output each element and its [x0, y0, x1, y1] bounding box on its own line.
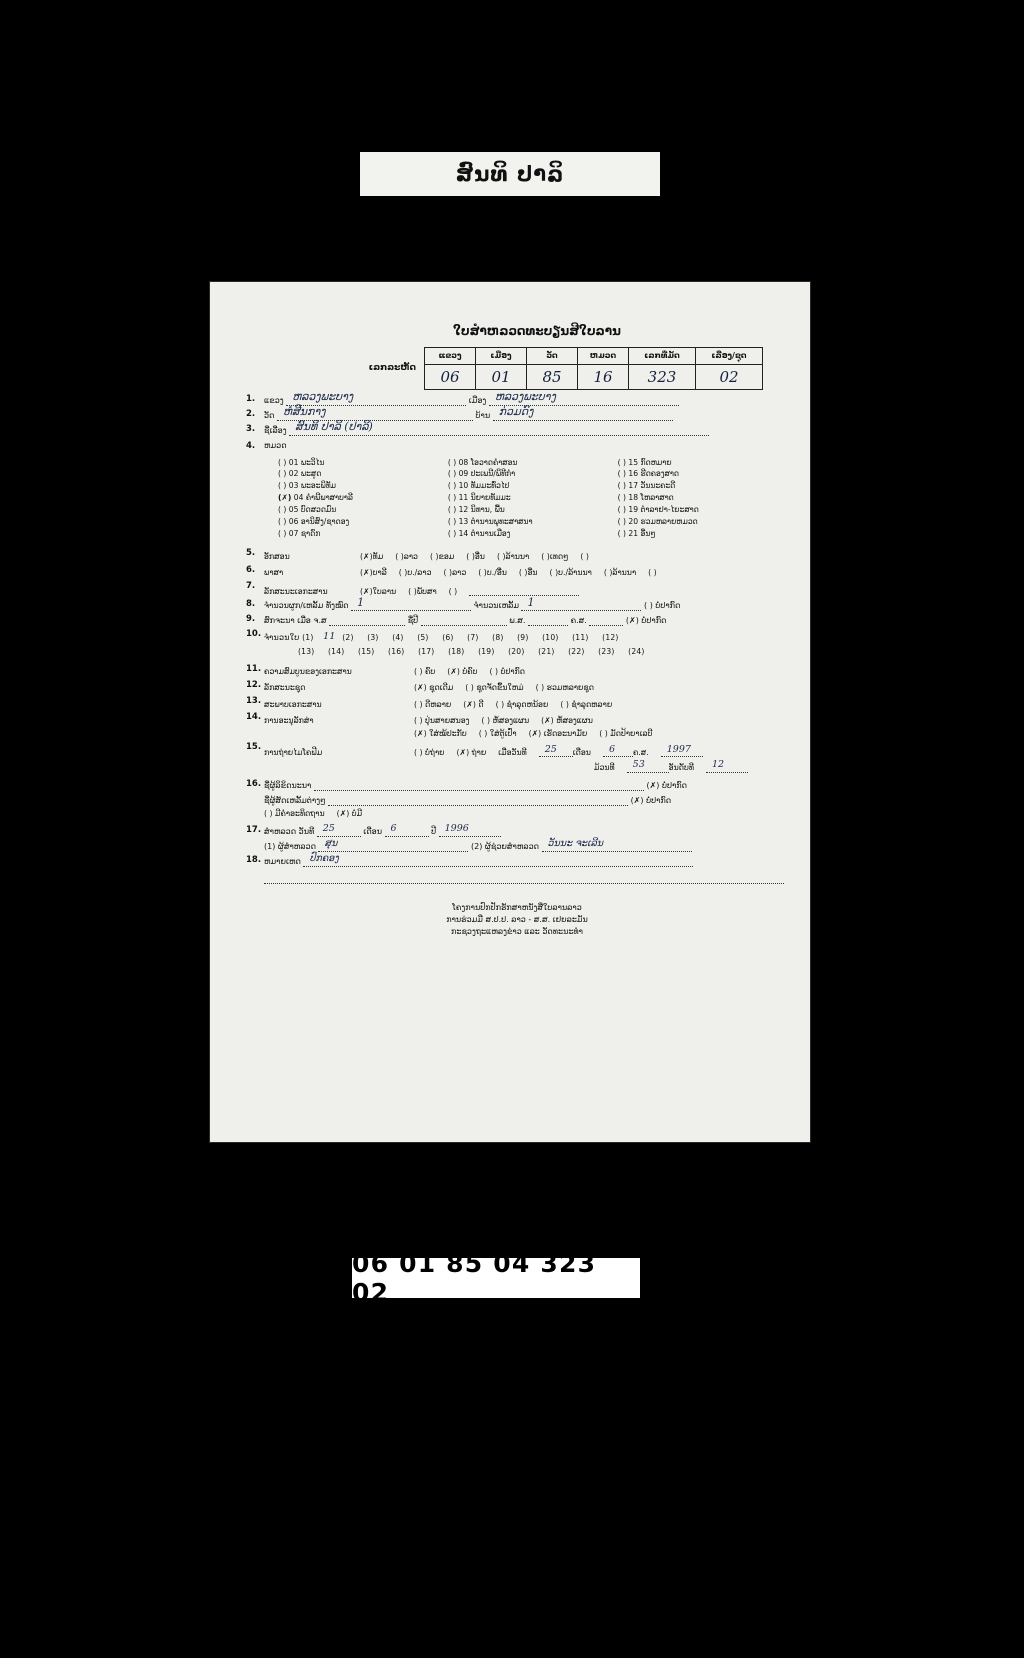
microfilm-roll: 53 [632, 759, 645, 771]
sponsor-label: ຊື່ຜູ້ສັດເຫລັ້ມຕ່າງໆ [264, 795, 326, 805]
survey-date-row [246, 822, 788, 852]
condition-option[interactable]: ( ) ຊຳລຸດຫລາຍ [560, 699, 613, 709]
microfilm-frame: 12 [711, 759, 725, 771]
code-table-row-label: ເລກລະຫັດ [368, 362, 416, 373]
microfilm-date-label: ເມື່ອວັນທີ [498, 747, 527, 757]
leaf-index[interactable]: (5) [417, 633, 429, 643]
condition-label: ສະພາບເອກະສານ [264, 699, 322, 709]
code-value: 06 [425, 365, 476, 390]
category-option[interactable]: ( ) 15 ກົດຫມາຍ [617, 457, 672, 467]
bundle-notfound-option[interactable]: ( ) ບໍ່ປາກົດ [644, 601, 681, 611]
field-number: 15. [246, 741, 262, 752]
field-number: 2. [246, 409, 256, 419]
field-number: 8. [246, 599, 256, 610]
script-option-selected[interactable]: (✗)ທັມ [360, 551, 384, 561]
survey-date-line [264, 822, 788, 837]
leaf-index[interactable]: (10) [542, 633, 559, 643]
language-option[interactable]: ( )ບ./ລາວ [398, 568, 432, 578]
set-type-option[interactable]: ( ) ຮວມຫລາຍຊຸດ [535, 683, 594, 693]
completeness-option-selected[interactable]: (✗) ບໍ່ຄົບ [447, 667, 478, 677]
footer-block [246, 902, 788, 939]
microfilm-frame-label: ອັນດັບທີ [668, 763, 694, 773]
field-number: 13. [246, 696, 262, 707]
field-number: 18. [246, 854, 262, 865]
category-option[interactable]: ( ) 21 ອື່ນໆ [617, 529, 656, 539]
conservation-line-1 [264, 716, 788, 726]
code-table [424, 347, 763, 390]
language-option-selected[interactable]: (✗)ບາລີ [360, 568, 387, 578]
leaf-index[interactable]: (2) [342, 633, 354, 643]
sponsor-notfound-option[interactable]: (✗) ບໍ່ປາກົດ [630, 795, 672, 805]
remarks-value: ປົກຄອງ [309, 852, 339, 864]
code-header: ວັດ [527, 348, 578, 365]
category-row [246, 441, 788, 541]
microfilm-month: 6 [608, 743, 615, 755]
code-header: ເລື່ອງ/ຊຸດ [696, 348, 763, 365]
language-option[interactable]: ( )ບ./ອື່ນ [478, 568, 507, 578]
leaf-index[interactable]: (21) [538, 647, 555, 657]
language-option[interactable]: ( )ບ./ລ້ານນາ [549, 568, 592, 578]
code-value: 16 [578, 365, 629, 390]
category-column-1 [278, 455, 448, 541]
leaf-index[interactable]: (7) [467, 633, 479, 643]
conservation-option-selected[interactable]: (✗) ເຮັດອະນາມັຍ [528, 729, 588, 739]
language-option[interactable]: ( )ອື່ນ [518, 568, 538, 578]
scribe-line-2 [264, 794, 788, 806]
field-number: 5. [246, 548, 256, 559]
field-number: 16. [246, 778, 262, 789]
microfilm-row [246, 742, 788, 773]
completeness-row [246, 664, 788, 677]
category-option[interactable]: ( ) 19 ຕຳລາຢາ-ໄຍະສາດ [617, 505, 699, 515]
conservation-label: ການອະນຸລັກສ່າ [264, 715, 314, 725]
leaf-index[interactable]: (9) [517, 633, 529, 643]
assistant-label: (2) ຜູ້ຊ່ວຍສຳຫລວດ [471, 841, 539, 851]
language-option-other[interactable]: ( ) [648, 568, 657, 578]
year-notfound-option[interactable]: (✗) ບໍ່ປາກົດ [625, 616, 667, 626]
leaf-index[interactable]: (18) [448, 647, 465, 657]
field-value-2: ກ່ວມດົງ [498, 405, 534, 419]
script-label: ອັກສອນ [264, 551, 290, 561]
year-ce-label: ຄ.ສ. [570, 616, 587, 626]
year-label: ສົກຈະນາ ເມື່ອ ຈ.ສ [264, 616, 327, 626]
bundle-count-value: 1 [357, 595, 365, 609]
leaf-index[interactable]: (4) [392, 633, 404, 643]
category-label: ຫມວດ [264, 441, 287, 450]
field-value: ຫລວງພະບາງ [292, 390, 354, 404]
doctype-option[interactable]: ( )ພັບສາ [408, 586, 437, 596]
category-option[interactable]: ( ) 10 ທັມມະທົ່ວໄປ [447, 481, 510, 491]
leaf-index[interactable]: (24) [628, 647, 645, 657]
category-option[interactable]: ( ) 11 ນິຍາຍທັມມະ [447, 493, 511, 503]
assistant-value: ວັນນະ ຈະເລີນ [547, 837, 604, 849]
microfilm-line-2 [264, 761, 788, 773]
leaf-index[interactable]: (14) [328, 647, 345, 657]
field-label: ຊື່ເລື່ອງ [264, 426, 287, 435]
leaf-index[interactable]: (23) [598, 647, 615, 657]
microfilm-year: 1997 [666, 743, 691, 755]
field-value: ຫໍສີນກາງ [282, 405, 326, 419]
wish-option-selected[interactable]: (✗) ບໍ່ມີ [336, 808, 363, 818]
category-option[interactable]: ( ) 01 ພະວິໄນ [278, 457, 325, 467]
category-option-selected[interactable]: (✗) 04 ຄຳພີພາສາບາລີ [278, 493, 353, 503]
language-label: ພາສາ [264, 568, 284, 578]
field-number: 12. [246, 679, 262, 690]
conservation-line-2 [264, 729, 788, 739]
leaf-index[interactable]: (1) [302, 633, 314, 643]
category-option[interactable]: ( ) 16 ຮີດຄອງສາດ [617, 469, 679, 479]
code-value: 01 [476, 365, 527, 390]
microfilm-option-selected[interactable]: (✗) ຖ່າຍ [456, 747, 487, 757]
category-option[interactable]: ( ) 18 ໂຫລາສາດ [617, 493, 674, 503]
footer-line-3: ກະຊວງຖະແຫລງຂ່າວ ແລະ ວັດທະນະທຳ [451, 927, 583, 937]
field-label: ແຂວງ [264, 396, 284, 405]
leaf-index[interactable]: (15) [358, 647, 375, 657]
top-title-label [360, 152, 660, 196]
language-row [246, 565, 788, 578]
code-value: 02 [696, 365, 763, 390]
leaf-index[interactable]: (11) [572, 633, 589, 643]
doctype-label: ລັກສະນະເອກະສານ [264, 586, 328, 596]
code-header: ເລກທີ່ມັດ [629, 348, 696, 365]
field-value: ສົນທິ ປາລິ (ປາລິ) [295, 420, 373, 434]
remarks-label: ຫມາຍເຫດ [264, 856, 301, 866]
leaf-count-line-2 [298, 647, 788, 656]
footer-line-2: ການຮ່ວມມື ສ.ປ.ປ. ລາວ - ສ.ສ. ເຢຍລະມັນ [446, 915, 588, 925]
code-header: ຫມວດ [578, 348, 629, 365]
microfilm-roll-label: ມ້ວນທີ [594, 763, 615, 773]
category-option[interactable]: ( ) 05 ບົດສວດມົນ [278, 505, 337, 515]
set-type-option-selected[interactable]: (✗) ຊຸດເດີມ [414, 683, 454, 693]
leaf-index[interactable]: (6) [442, 633, 454, 643]
set-type-label: ລັກສະນະຊຸດ [264, 683, 306, 693]
field-number: 10. [246, 629, 262, 640]
survey-day: 25 [322, 822, 335, 834]
scribe-label: ຊື່ຜູ້ລິຂິດນະນາ [264, 780, 312, 790]
surveyor-label: (1) ຜູ້ສຳຫລວດ [264, 841, 316, 851]
survey-date-label: ສຳຫລວດ ວັນທີ [264, 826, 315, 836]
field-number: 4. [246, 441, 256, 451]
field-value-2: ຫລວງພະບາງ [494, 390, 556, 404]
doctype-option-other[interactable]: ( ) [448, 586, 458, 596]
survey-form-page [210, 282, 810, 1142]
field-label: ວັດ [264, 411, 275, 420]
category-option[interactable]: ( ) 03 ພະອະພິທັມ [278, 481, 336, 491]
doctype-row [246, 581, 788, 597]
leaf-index[interactable]: (22) [568, 647, 585, 657]
year-name-label: ຊື່ປີ [407, 616, 419, 626]
leaf-index[interactable]: (16) [388, 647, 405, 657]
leaf-count-row [246, 629, 788, 656]
top-title-text: ສົນທິ ປາລິ [455, 162, 565, 186]
category-column-3 [618, 455, 788, 541]
script-option[interactable]: ( )ອື່ນ [466, 551, 485, 561]
language-option[interactable]: ( )ລາວ [443, 568, 467, 578]
category-option[interactable]: ( ) 08 ໂອວາດຄຳສອນ [447, 457, 518, 467]
page-title: ໃບສຳຫລວດທະບຽນສີໃບລານ [453, 324, 621, 338]
conservation-option[interactable]: ( ) ມັດປ້າຍາເລບີ [599, 729, 653, 739]
field-number: 11. [246, 663, 262, 674]
leaf-index[interactable]: (13) [298, 647, 315, 657]
code-value: 85 [527, 365, 578, 390]
category-option[interactable]: ( ) 02 ພະສູດ [278, 469, 322, 479]
remarks-row [246, 852, 788, 884]
leaf-count-label: ຈຳນວນໃບ [264, 633, 300, 643]
set-type-row [246, 680, 788, 693]
code-header: ແຂວງ [425, 348, 476, 365]
footer-line-1: ໂຄງການປົກປັກຮັກສາຫນັງສືໃບລານລາວ [452, 902, 582, 912]
year-be-label: ພ.ສ. [509, 616, 526, 626]
field-province-row [246, 390, 788, 406]
code-header: ເມືອງ [476, 348, 527, 365]
script-option-other[interactable]: ( ) [580, 551, 589, 561]
code-table-block [346, 347, 788, 390]
microfilm-month-label: ເດືອນ [572, 747, 591, 757]
scribe-row [246, 779, 788, 819]
script-option[interactable]: ( )ຂອມ [429, 551, 455, 561]
conservation-option[interactable]: ( ) ໃສ່ຕູ້ເປົ່າ [478, 729, 517, 739]
leaf-index[interactable]: (19) [478, 647, 495, 657]
category-option[interactable]: ( ) 07 ຊາດົກ [278, 529, 321, 539]
leaf-count-value: 11 [323, 631, 336, 643]
category-option[interactable]: ( ) 12 ນິທານ, ພື້ນ [447, 505, 505, 515]
category-option[interactable]: ( ) 09 ປະເພນີ/ພິທີກຳ [447, 469, 516, 479]
leaf-index[interactable]: (20) [508, 647, 525, 657]
script-option[interactable]: ( )ລ້ານນາ [496, 551, 530, 561]
field-label-2: ບ້ານ [475, 411, 491, 420]
bundle-count-label: ຈຳນວນຜູກ/ເຫລັ້ມ ທັງໝົດ [264, 601, 349, 611]
field-number: 9. [246, 614, 256, 625]
conservation-option-selected[interactable]: (✗) ໃສ່ໝ້ປະກັບ [414, 729, 467, 739]
script-option[interactable]: ( )ເທດໆ [541, 551, 569, 561]
field-number: 3. [246, 424, 256, 434]
scribe-notfound-option[interactable]: (✗) ບໍ່ປາກົດ [646, 780, 687, 790]
doctype-option-selected[interactable]: (✗)ໃບລານ [360, 586, 397, 596]
leaf-index[interactable]: (17) [418, 647, 435, 657]
bottom-barcode-label [352, 1249, 640, 1307]
wish-option[interactable]: ( ) ມີຄຳອະທິດຖານ [264, 808, 325, 818]
code-value: 323 [629, 365, 696, 390]
microfilm-line-1 [264, 745, 788, 757]
survey-year: 1996 [444, 822, 469, 834]
field-number: 6. [246, 564, 256, 575]
field-number: 7. [246, 580, 256, 591]
field-number: 1. [246, 394, 256, 404]
field-number: 17. [246, 824, 262, 835]
bundle-count-row [246, 595, 788, 611]
microfilm-option[interactable]: ( ) ບໍ່ຖ່າຍ [414, 747, 445, 757]
field-title-row [246, 420, 788, 436]
category-column-2 [448, 455, 618, 541]
category-option[interactable]: ( ) 20 ຮວມຫລາຍຫມວດ [617, 517, 698, 527]
surveyor-line [264, 837, 788, 852]
field-number: 14. [246, 712, 262, 723]
scribe-line-3 [264, 809, 788, 819]
survey-month-label: ເດືອນ [363, 826, 382, 836]
microfilm-day: 25 [544, 743, 557, 755]
completeness-option[interactable]: ( ) ຄົບ [414, 667, 436, 677]
bundle-count-label-2: ຈຳນວນເຫລັ້ມ [473, 601, 519, 611]
category-option[interactable]: ( ) 17 ວັນນະຄະດີ [617, 481, 676, 491]
scribe-line-1 [264, 779, 788, 791]
year-row [246, 614, 788, 626]
conservation-option-selected[interactable]: (✗) ຫໍ້ສອງແຜນ [541, 715, 593, 725]
category-grid [278, 455, 788, 541]
leaf-index[interactable]: (3) [367, 633, 379, 643]
leaf-index[interactable]: (8) [492, 633, 504, 643]
conservation-option[interactable]: ( ) ປຸ່ນສາຍສນອງ [414, 715, 470, 725]
category-option[interactable]: ( ) 14 ຕຳນານເມືອງ [447, 529, 511, 539]
survey-month: 6 [390, 822, 397, 834]
survey-year-label: ປີ [431, 826, 437, 836]
completeness-option[interactable]: ( ) ບໍ່ປາກົດ [489, 667, 525, 677]
condition-option-selected[interactable]: (✗) ດີ [463, 699, 484, 709]
surveyor-value: ສຸນ [324, 837, 338, 849]
field-label-2: ເມືອງ [468, 396, 487, 405]
script-row [246, 548, 788, 561]
conservation-option[interactable]: ( ) ຫໍ້ສອງແຜນ [481, 715, 530, 725]
microfilm-year-label: ຄ.ສ. [632, 747, 649, 757]
script-option[interactable]: ( )ລາວ [395, 551, 418, 561]
conservation-row [246, 712, 788, 738]
bottom-code-text: 06 01 85 04 323 02 [352, 1249, 597, 1307]
leaf-index[interactable]: (12) [602, 633, 619, 643]
condition-option[interactable]: ( ) ດີຫລາຍ [414, 699, 452, 709]
language-option[interactable]: ( )ລ້ານນາ [603, 568, 637, 578]
completeness-label: ຄວາມສົມບູນຂອງເອກະສານ [264, 667, 352, 677]
leaf-count-line-1 [264, 632, 788, 644]
condition-row [246, 696, 788, 709]
category-option[interactable]: ( ) 06 ອານິສົງ/ຊາດອງ [278, 517, 350, 527]
microfilm-label: ການຖ່າຍໄມໂຄຟີມ [264, 747, 323, 757]
bundle-count-value-2: 1 [527, 595, 535, 609]
category-option[interactable]: ( ) 13 ຕຳນານພຸທະສາສນາ [447, 517, 533, 527]
set-type-option[interactable]: ( ) ຊຸດຈັດຂຶ້ນໃຫມ່ [465, 683, 524, 693]
condition-option[interactable]: ( ) ຊຳລຸດຫນ້ອຍ [495, 699, 549, 709]
